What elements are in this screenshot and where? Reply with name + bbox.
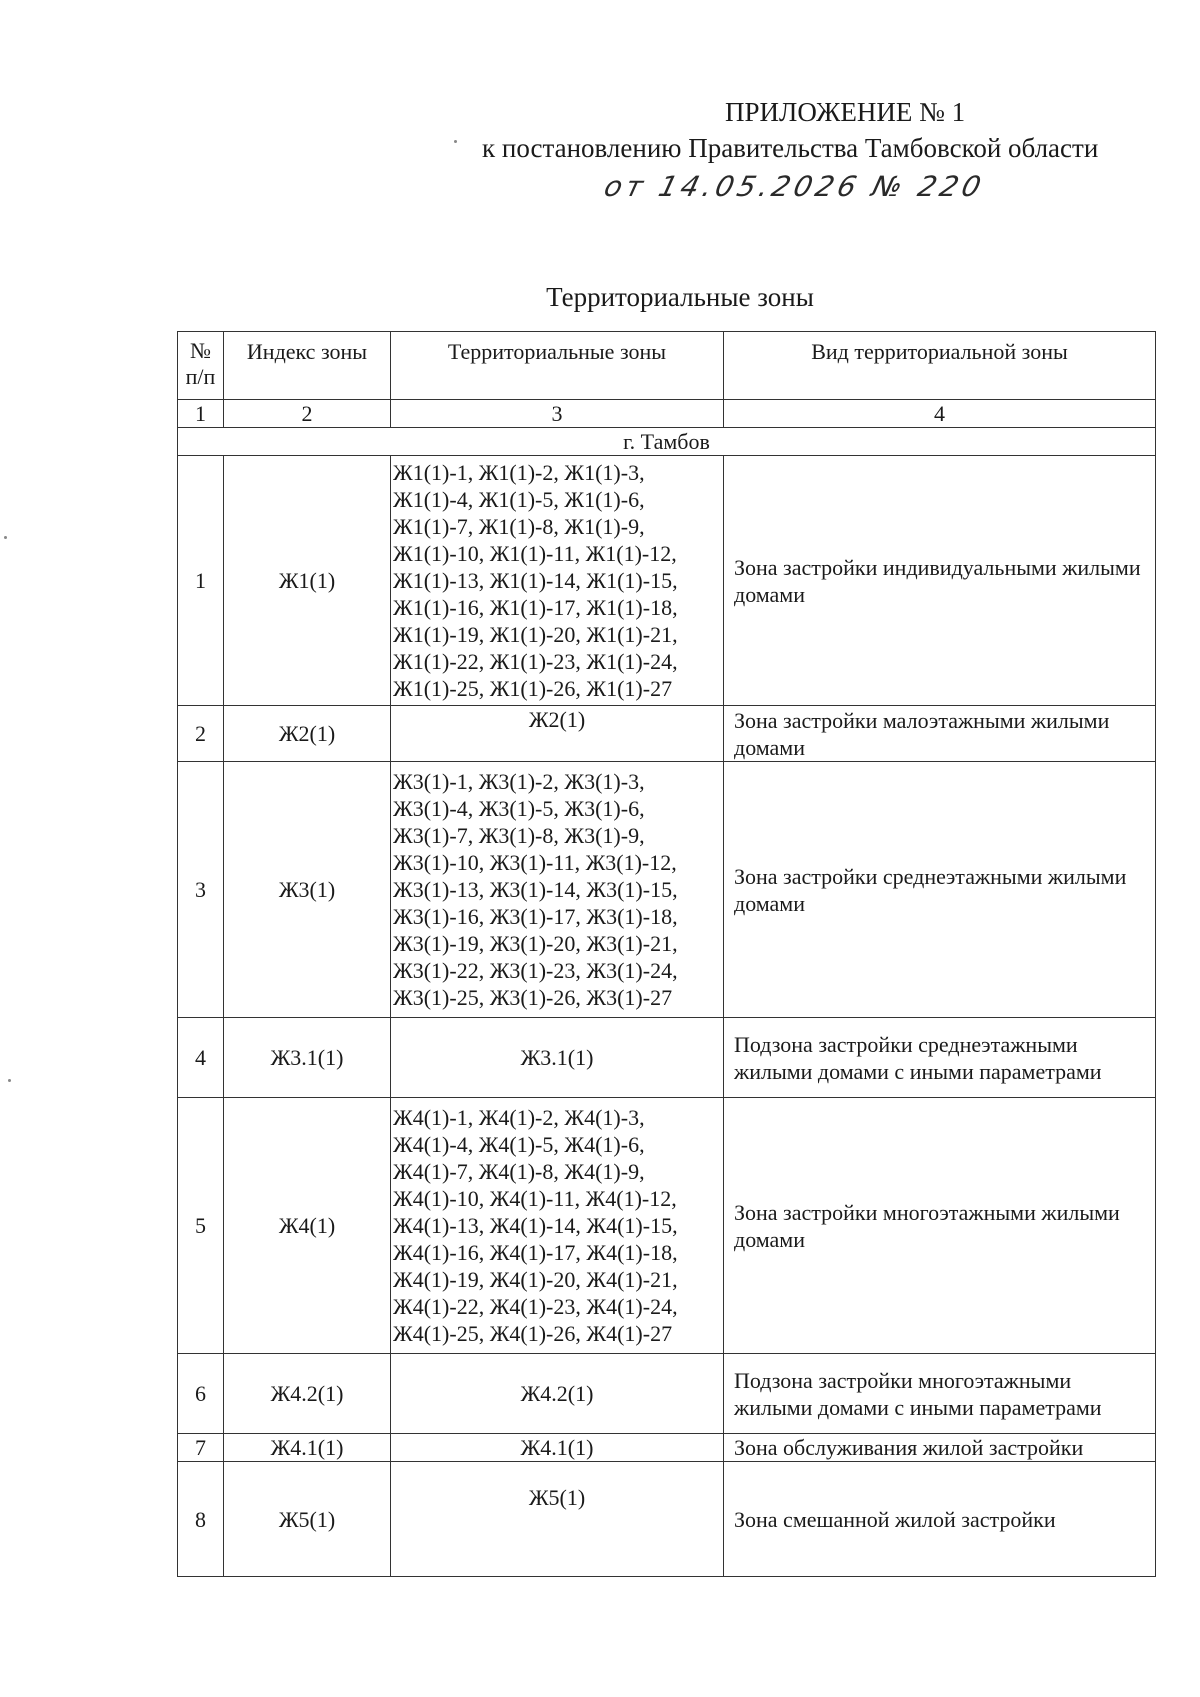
zone-code-line: Ж3(1)-25, Ж3(1)-26, Ж3(1)-27	[393, 985, 673, 1010]
zone-kind: Подзона застройки среднеэтажными жилыми домами с иными параметрами	[724, 1018, 1156, 1098]
zone-code-line: Ж3(1)-7, Ж3(1)-8, Ж3(1)-9,	[393, 823, 645, 848]
zone-code-line: Ж3(1)-10, Ж3(1)-11, Ж3(1)-12,	[393, 850, 677, 875]
zone-code-line: Ж3(1)-4, Ж3(1)-5, Ж3(1)-6,	[393, 796, 645, 821]
header-zones: Территориальные зоны	[391, 332, 724, 400]
row-number: 2	[178, 706, 224, 762]
row-number: 7	[178, 1434, 224, 1462]
zone-code-line: Ж4(1)-4, Ж4(1)-5, Ж4(1)-6,	[393, 1132, 645, 1157]
row-number: 1	[178, 456, 224, 706]
zone-codes-cell	[391, 762, 724, 1018]
zone-codes-cell	[391, 1354, 724, 1434]
zones-table	[177, 331, 1156, 1577]
header-num: № п/п	[178, 332, 224, 400]
zone-index: Ж5(1)	[224, 1462, 391, 1577]
city-name: г. Тамбов	[178, 428, 1156, 456]
table-row	[178, 1354, 1156, 1434]
zone-code-line: Ж1(1)-7, Ж1(1)-8, Ж1(1)-9,	[393, 514, 645, 539]
row-number: 3	[178, 762, 224, 1018]
zone-code-line: Ж1(1)-1, Ж1(1)-2, Ж1(1)-3,	[393, 460, 645, 485]
row-number: 8	[178, 1462, 224, 1577]
zone-index: Ж4(1)	[224, 1098, 391, 1354]
zone-code-line: Ж1(1)-16, Ж1(1)-17, Ж1(1)-18,	[393, 595, 678, 620]
zone-code-line: Ж4(1)-16, Ж4(1)-17, Ж4(1)-18,	[393, 1240, 678, 1265]
table-row	[178, 1462, 1156, 1577]
zone-code-line: Ж3(1)-16, Ж3(1)-17, Ж3(1)-18,	[393, 904, 678, 929]
zone-code-line: Ж1(1)-4, Ж1(1)-5, Ж1(1)-6,	[393, 487, 645, 512]
appendix-title: ПРИЛОЖЕНИЕ № 1	[725, 97, 966, 127]
column-number: 4	[724, 400, 1156, 428]
zone-code-line: Ж4(1)-7, Ж4(1)-8, Ж4(1)-9,	[393, 1159, 645, 1184]
zone-index: Ж2(1)	[224, 706, 391, 762]
row-number: 5	[178, 1098, 224, 1354]
zone-code-line: Ж4(1)-25, Ж4(1)-26, Ж4(1)-27	[393, 1321, 673, 1346]
column-number: 3	[391, 400, 724, 428]
table-title: Территориальные зоны	[546, 282, 814, 312]
decree-line: к постановлению Правительства Тамбовской области	[482, 133, 1099, 163]
zone-kind: Зона смешанной жилой застройки	[724, 1462, 1156, 1577]
zone-code-line: Ж3(1)-13, Ж3(1)-14, Ж3(1)-15,	[393, 877, 678, 902]
row-number: 4	[178, 1018, 224, 1098]
zone-code-line: Ж5(1)	[528, 1485, 586, 1510]
zone-code-line: Ж4(1)-19, Ж4(1)-20, Ж4(1)-21,	[393, 1267, 678, 1292]
zone-code-line: Ж3(1)-22, Ж3(1)-23, Ж3(1)-24,	[393, 958, 678, 983]
zone-kind: Зона застройки многоэтажными жилыми домами	[724, 1098, 1156, 1354]
zone-codes-cell	[391, 456, 724, 706]
scan-speck	[8, 1079, 11, 1082]
zone-kind: Зона застройки среднеэтажными жилыми домами	[724, 762, 1156, 1018]
zone-codes-cell	[391, 1098, 724, 1354]
zone-codes-cell	[391, 706, 724, 762]
table-row	[178, 1018, 1156, 1098]
zone-index: Ж4.2(1)	[224, 1354, 391, 1434]
zone-kind: Подзона застройки многоэтажными жилыми домами с иными параметрами	[724, 1354, 1156, 1434]
zone-kind: Зона застройки малоэтажными жилыми домами	[724, 706, 1156, 762]
table-row	[178, 762, 1156, 1018]
zone-index: Ж3.1(1)	[224, 1018, 391, 1098]
header-kind: Вид территориальной зоны	[724, 332, 1156, 400]
table-row	[178, 456, 1156, 706]
zone-code-line: Ж4.2(1)	[520, 1381, 594, 1406]
handwritten-date: от 14.05.2026 № 220	[600, 170, 989, 203]
zone-code-line: Ж4(1)-13, Ж4(1)-14, Ж4(1)-15,	[393, 1213, 678, 1238]
row-number: 6	[178, 1354, 224, 1434]
zone-code-line: Ж4(1)-22, Ж4(1)-23, Ж4(1)-24,	[393, 1294, 678, 1319]
zone-codes-cell	[391, 1462, 724, 1577]
scan-speck	[4, 536, 7, 539]
zone-code-line: Ж1(1)-13, Ж1(1)-14, Ж1(1)-15,	[393, 568, 678, 593]
table-row	[178, 1434, 1156, 1462]
table-row	[178, 706, 1156, 762]
zone-code-line: Ж4(1)-1, Ж4(1)-2, Ж4(1)-3,	[393, 1105, 645, 1130]
zone-index: Ж3(1)	[224, 762, 391, 1018]
zone-codes-cell	[391, 1018, 724, 1098]
scan-speck	[454, 140, 457, 143]
zone-code-line: Ж4.1(1)	[520, 1435, 594, 1460]
zone-code-line: Ж3(1)-19, Ж3(1)-20, Ж3(1)-21,	[393, 931, 678, 956]
zone-code-line: Ж1(1)-22, Ж1(1)-23, Ж1(1)-24,	[393, 649, 678, 674]
zone-code-line: Ж3(1)-1, Ж3(1)-2, Ж3(1)-3,	[393, 769, 645, 794]
table-row	[178, 1098, 1156, 1354]
zone-kind: Зона застройки индивидуальными жилыми домами	[724, 456, 1156, 706]
zone-code-line: Ж1(1)-25, Ж1(1)-26, Ж1(1)-27	[393, 676, 673, 701]
zone-index: Ж4.1(1)	[224, 1434, 391, 1462]
zone-index: Ж1(1)	[224, 456, 391, 706]
zone-code-line: Ж2(1)	[528, 707, 586, 732]
zone-code-line: Ж1(1)-19, Ж1(1)-20, Ж1(1)-21,	[393, 622, 678, 647]
header-index: Индекс зоны	[224, 332, 391, 400]
column-number: 2	[224, 400, 391, 428]
zone-code-line: Ж4(1)-10, Ж4(1)-11, Ж4(1)-12,	[393, 1186, 677, 1211]
column-number: 1	[178, 400, 224, 428]
zone-codes-cell	[391, 1434, 724, 1462]
zone-kind: Зона обслуживания жилой застройки	[724, 1434, 1156, 1462]
zone-code-line: Ж1(1)-10, Ж1(1)-11, Ж1(1)-12,	[393, 541, 677, 566]
zone-code-line: Ж3.1(1)	[520, 1045, 594, 1070]
